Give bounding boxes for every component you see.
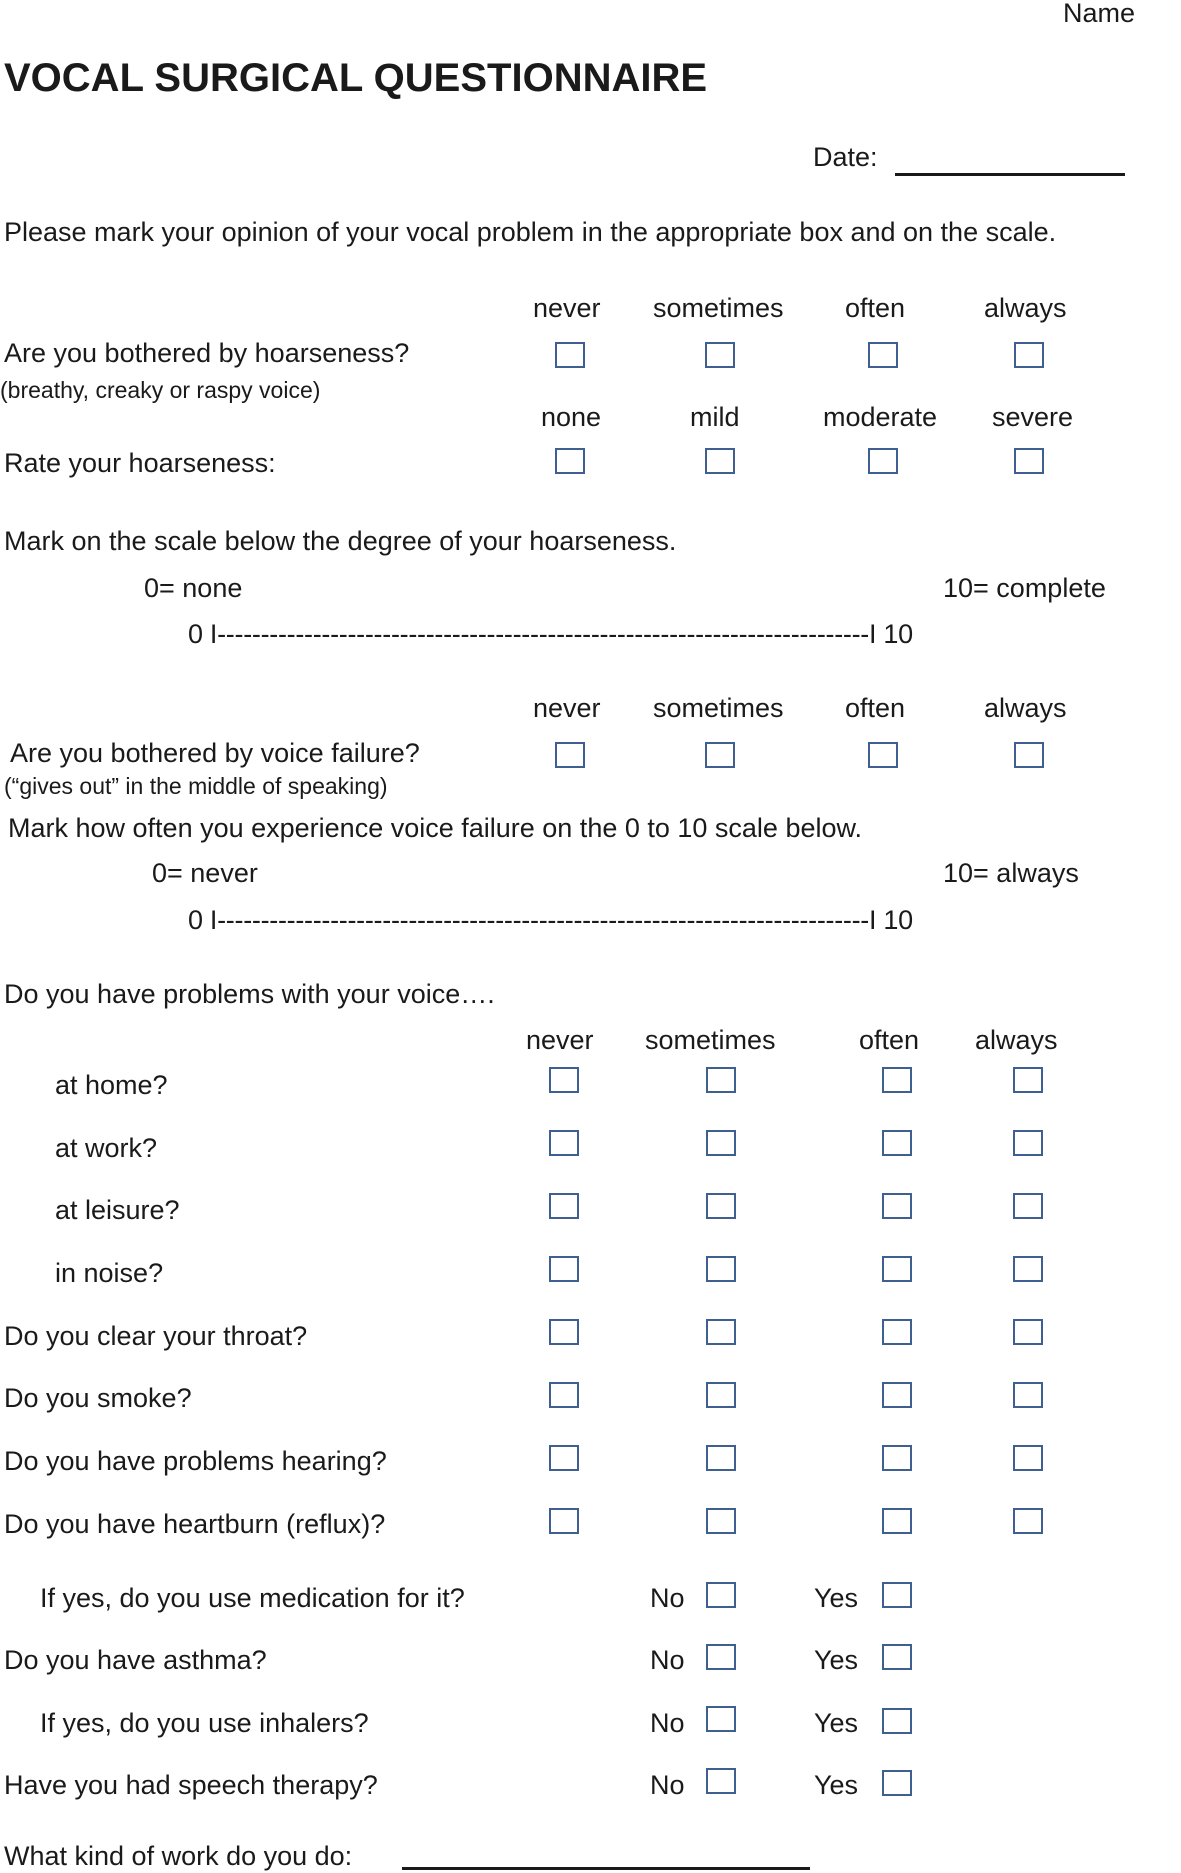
- problems-intro: Do you have problems with your voice….: [4, 979, 495, 1009]
- work-always-checkbox[interactable]: [1013, 1130, 1043, 1156]
- severity-header-mild: mild: [690, 402, 740, 432]
- noise-sometimes-checkbox[interactable]: [706, 1256, 736, 1282]
- home-never-checkbox[interactable]: [549, 1067, 579, 1093]
- freq-header-sometimes: sometimes: [653, 293, 784, 323]
- inhalers-no-label: No: [650, 1708, 685, 1738]
- hearing-always-checkbox[interactable]: [1013, 1445, 1043, 1471]
- noise-never-checkbox[interactable]: [549, 1256, 579, 1282]
- freq-header-never: never: [533, 293, 601, 323]
- problem-label-smoke: Do you smoke?: [4, 1383, 192, 1413]
- noise-often-checkbox[interactable]: [882, 1256, 912, 1282]
- work-never-checkbox[interactable]: [549, 1130, 579, 1156]
- smoke-never-checkbox[interactable]: [549, 1382, 579, 1408]
- medication-no-checkbox[interactable]: [706, 1582, 736, 1608]
- heartburn-always-checkbox[interactable]: [1013, 1508, 1043, 1534]
- medication-no-label: No: [650, 1583, 685, 1613]
- hearing-often-checkbox[interactable]: [882, 1445, 912, 1471]
- yesno-label-inhalers: If yes, do you use inhalers?: [40, 1708, 369, 1738]
- inhalers-yes-label: Yes: [814, 1708, 859, 1738]
- severity-mild-checkbox[interactable]: [705, 448, 735, 474]
- asthma-yes-checkbox[interactable]: [882, 1644, 912, 1670]
- severity-header-moderate: moderate: [823, 402, 938, 432]
- problem-label-heartburn: Do you have heartburn (reflux)?: [4, 1509, 386, 1539]
- leisure-often-checkbox[interactable]: [882, 1193, 912, 1219]
- work-question: What kind of work do you do:: [4, 1841, 353, 1871]
- freq-header-never-2: never: [533, 693, 601, 723]
- problem-label-leisure: at leisure?: [55, 1195, 180, 1225]
- work-sometimes-checkbox[interactable]: [706, 1130, 736, 1156]
- medication-yes-label: Yes: [814, 1583, 859, 1613]
- work-often-checkbox[interactable]: [882, 1130, 912, 1156]
- smoke-often-checkbox[interactable]: [882, 1382, 912, 1408]
- clear-throat-never-checkbox[interactable]: [549, 1319, 579, 1345]
- hearing-never-checkbox[interactable]: [549, 1445, 579, 1471]
- voice-failure-sometimes-checkbox[interactable]: [705, 742, 735, 768]
- heartburn-never-checkbox[interactable]: [549, 1508, 579, 1534]
- clear-throat-always-checkbox[interactable]: [1013, 1319, 1043, 1345]
- asthma-no-checkbox[interactable]: [706, 1644, 736, 1670]
- yesno-label-speech-therapy: Have you had speech therapy?: [4, 1770, 378, 1800]
- hoarseness-scale-left-anchor: 0= none: [144, 573, 243, 603]
- problem-label-noise: in noise?: [55, 1258, 164, 1288]
- problem-label-hearing: Do you have problems hearing?: [4, 1446, 387, 1476]
- yesno-label-asthma: Do you have asthma?: [4, 1645, 267, 1675]
- problem-label-home: at home?: [55, 1070, 168, 1100]
- home-always-checkbox[interactable]: [1013, 1067, 1043, 1093]
- severity-header-severe: severe: [992, 402, 1074, 432]
- problem-label-clear-throat: Do you clear your throat?: [4, 1321, 308, 1351]
- hoarseness-note: (breathy, creaky or raspy voice): [0, 377, 321, 403]
- noise-always-checkbox[interactable]: [1013, 1256, 1043, 1282]
- voice-failure-scale-prompt: Mark how often you experience voice failure on the 0 to 10 scale below.: [8, 813, 863, 843]
- freq-header-often-2: often: [845, 693, 906, 723]
- speech-therapy-no-label: No: [650, 1770, 685, 1800]
- yesno-label-medication: If yes, do you use medication for it?: [40, 1583, 465, 1613]
- inhalers-yes-checkbox[interactable]: [882, 1708, 912, 1734]
- voice-failure-scale-left-anchor: 0= never: [152, 858, 258, 888]
- freq-header-often: often: [845, 293, 906, 323]
- speech-therapy-no-checkbox[interactable]: [706, 1768, 736, 1794]
- voice-failure-always-checkbox[interactable]: [1014, 742, 1044, 768]
- instructions: Please mark your opinion of your vocal problem in the appropriate box and on the scale.: [4, 217, 1057, 247]
- clear-throat-often-checkbox[interactable]: [882, 1319, 912, 1345]
- hoarseness-often-checkbox[interactable]: [868, 342, 898, 368]
- voice-failure-scale-line[interactable]: 0 I---------------------------------------------------------------------------I 10: [188, 905, 913, 935]
- problems-header-never: never: [526, 1025, 594, 1055]
- inhalers-no-checkbox[interactable]: [706, 1706, 736, 1732]
- smoke-sometimes-checkbox[interactable]: [706, 1382, 736, 1408]
- voice-failure-never-checkbox[interactable]: [555, 742, 585, 768]
- voice-failure-scale-right-anchor: 10= always: [943, 858, 1079, 888]
- speech-therapy-yes-label: Yes: [814, 1770, 859, 1800]
- freq-header-always: always: [984, 293, 1067, 323]
- heartburn-often-checkbox[interactable]: [882, 1508, 912, 1534]
- clear-throat-sometimes-checkbox[interactable]: [706, 1319, 736, 1345]
- hearing-sometimes-checkbox[interactable]: [706, 1445, 736, 1471]
- problems-header-always: always: [975, 1025, 1058, 1055]
- hoarseness-scale-right-anchor: 10= complete: [943, 573, 1106, 603]
- hoarseness-question: Are you bothered by hoarseness?: [4, 338, 410, 368]
- speech-therapy-yes-checkbox[interactable]: [882, 1770, 912, 1796]
- asthma-yes-label: Yes: [814, 1645, 859, 1675]
- date-field[interactable]: [895, 173, 1125, 176]
- rate-hoarseness-question: Rate your hoarseness:: [4, 448, 276, 478]
- problem-label-work: at work?: [55, 1133, 158, 1163]
- medication-yes-checkbox[interactable]: [882, 1582, 912, 1608]
- date-label: Date:: [813, 142, 878, 172]
- leisure-sometimes-checkbox[interactable]: [706, 1193, 736, 1219]
- hoarseness-scale-line[interactable]: 0 I---------------------------------------------------------------------------I 10: [188, 619, 913, 649]
- voice-failure-note: (“gives out” in the middle of speaking): [4, 773, 388, 799]
- hoarseness-scale-prompt: Mark on the scale below the degree of your hoarseness.: [4, 526, 677, 556]
- smoke-always-checkbox[interactable]: [1013, 1382, 1043, 1408]
- hoarseness-never-checkbox[interactable]: [555, 342, 585, 368]
- problems-header-sometimes: sometimes: [645, 1025, 776, 1055]
- voice-failure-question: Are you bothered by voice failure?: [10, 738, 420, 768]
- freq-header-sometimes-2: sometimes: [653, 693, 784, 723]
- home-sometimes-checkbox[interactable]: [706, 1067, 736, 1093]
- leisure-always-checkbox[interactable]: [1013, 1193, 1043, 1219]
- problems-header-often: often: [859, 1025, 920, 1055]
- hoarseness-sometimes-checkbox[interactable]: [705, 342, 735, 368]
- work-answer-field[interactable]: [402, 1867, 810, 1870]
- severity-none-checkbox[interactable]: [555, 448, 585, 474]
- severity-header-none: none: [541, 402, 602, 432]
- asthma-no-label: No: [650, 1645, 685, 1675]
- freq-header-always-2: always: [984, 693, 1067, 723]
- voice-failure-often-checkbox[interactable]: [868, 742, 898, 768]
- heartburn-sometimes-checkbox[interactable]: [706, 1508, 736, 1534]
- page-title: VOCAL SURGICAL QUESTIONNAIRE: [4, 56, 708, 100]
- hoarseness-always-checkbox[interactable]: [1014, 342, 1044, 368]
- leisure-never-checkbox[interactable]: [549, 1193, 579, 1219]
- home-often-checkbox[interactable]: [882, 1067, 912, 1093]
- name-label: Name: [1063, 0, 1136, 28]
- severity-severe-checkbox[interactable]: [1014, 448, 1044, 474]
- severity-moderate-checkbox[interactable]: [868, 448, 898, 474]
